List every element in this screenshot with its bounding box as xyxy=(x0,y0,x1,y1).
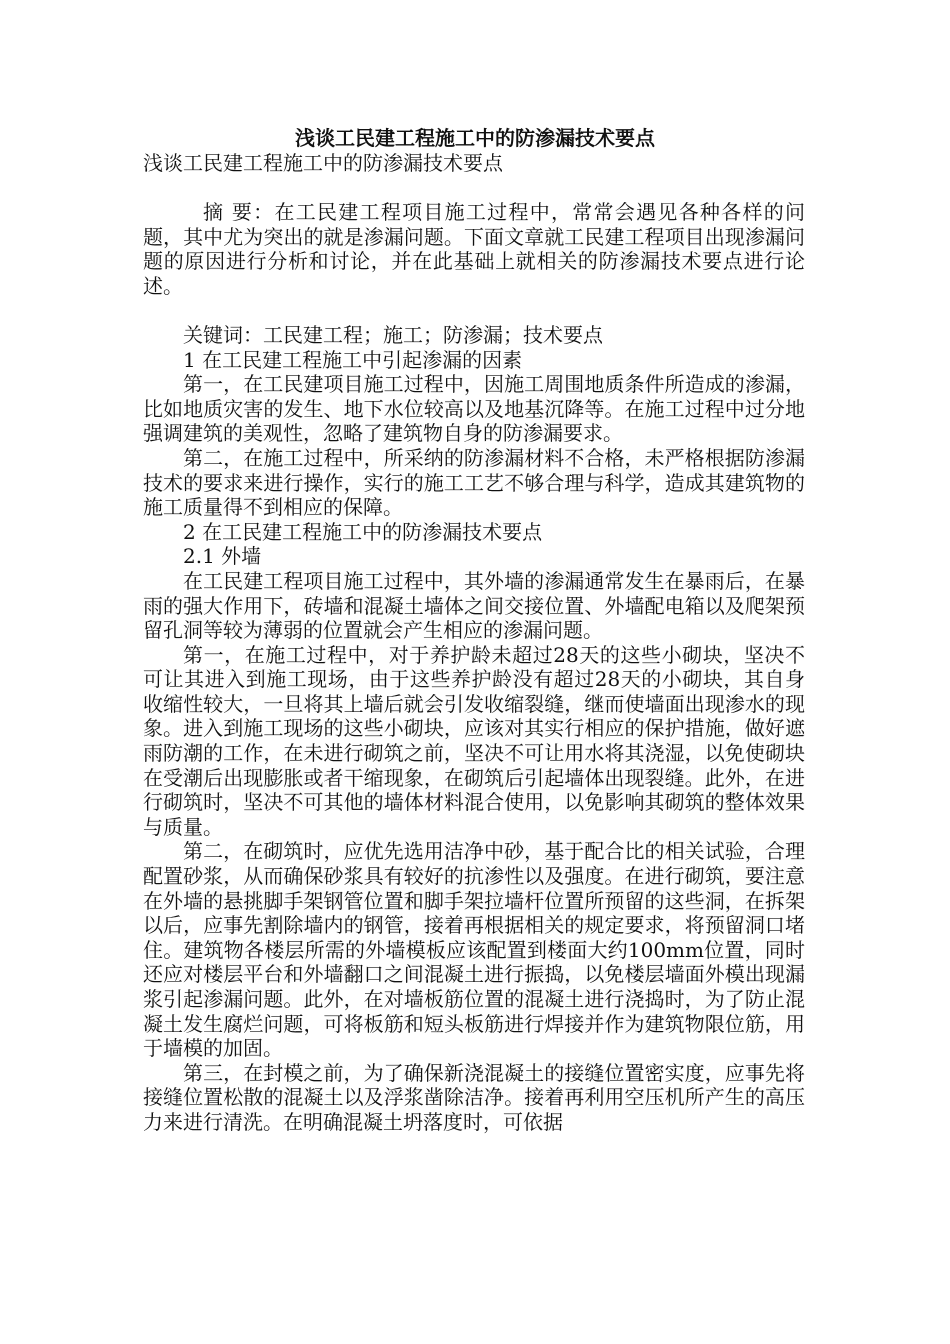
section-1-paragraph-2: 第二，在施工过程中，所采纳的防渗漏材料不合格，未严格根据防渗漏技术的要求来进行操作，实行的施工工艺不够合理与科学，造成其建筑物的施工质量得不到相应的保障。 xyxy=(143,445,805,520)
section-2-1-paragraph-2: 第一，在施工过程中，对于养护龄未超过28天的这些小砌块，坚决不可让其进入到施工现场，由于这些养护龄没有超过28天的小砌块，其自身收缩性较大，一旦将其上墙后就会引发收缩裂缝，继而使墙面出现渗水的现象。进入到施工现场的这些小砌块，应该对其实行相应的保护措施，做好遮雨防潮的工作，在未进行砌筑之前，坚决不可让用水将其浇湿，以免使砌块在受潮后出现膨胀或者干缩现象，在砌筑后引起墙体出现裂缝。此外，在进行砌筑时，坚决不可其他的墙体材料混合使用，以免影响其砌筑的整体效果与质量。 xyxy=(143,642,805,839)
section-1-heading: 1 在工民建工程施工中引起渗漏的因素 xyxy=(183,347,523,372)
document-title: 浅谈工民建工程施工中的防渗漏技术要点 xyxy=(295,126,655,150)
document-body xyxy=(143,200,805,1135)
section-1-paragraph-1: 第一，在工民建项目施工过程中，因施工周围地质条件所造成的渗漏，比如地质灾害的发生、地下水位较高以及地基沉降等。在施工过程中过分地强调建筑的美观性，忽略了建筑物自身的防渗漏要求。 xyxy=(143,372,805,446)
abstract-paragraph: 摘 要：在工民建工程项目施工过程中，常常会遇见各种各样的问题，其中尤为突出的就是渗漏问题。下面文章就工民建工程项目出现渗漏问题的原因进行分析和讨论，并在此基础上就相关的防渗漏技术要点进行论述。 xyxy=(143,200,805,298)
section-2-1-paragraph-4: 第三，在封模之前，为了确保新浇混凝土的接缝位置密实度，应事先将接缝位置松散的混凝土以及浮浆凿除洁净。接着再利用空压机所产生的高压力来进行清洗。在明确混凝土坍落度时，可依据 xyxy=(143,1060,805,1134)
document-subtitle: 浅谈工民建工程施工中的防渗漏技术要点 xyxy=(143,151,503,175)
section-2-1-paragraph-3: 第二，在砌筑时，应优先选用洁净中砂，基于配合比的相关试验，合理配置砂浆，从而确保砂浆具有较好的抗渗性以及强度。在进行砌筑，要注意在外墙的悬挑脚手架钢管位置和脚手架拉墙杆位置所预留的这些洞，在拆架以后，应事先割除墙内的钢管，接着再根据相关的规定要求，将预留洞口堵住。建筑物各楼层所需的外墙模板应该配置到楼面大约100mm位置，同时还应对楼层平台和外墙翻口之间混凝土进行振捣，以免楼层墙面外模出现漏浆引起渗漏问题。此外，在对墙板筋位置的混凝土进行浇捣时，为了防止混凝土发生腐烂问题，可将板筋和短头板筋进行焊接并作为建筑物限位筋，用于墙模的加固。 xyxy=(143,839,805,1061)
keywords-line: 关键词：工民建工程；施工；防渗漏；技术要点 xyxy=(183,322,603,347)
section-2-1-heading: 2.1 外墙 xyxy=(183,544,262,569)
section-2-1-paragraph-1: 在工民建工程项目施工过程中，其外墙的渗漏通常发生在暴雨后，在暴雨的强大作用下，砖墙和混凝土墙体之间交接位置、外墙配电箱以及爬架预留孔洞等较为薄弱的位置就会产生相应的渗漏问题。 xyxy=(143,568,805,643)
section-2-heading: 2 在工民建工程施工中的防渗漏技术要点 xyxy=(183,519,543,544)
